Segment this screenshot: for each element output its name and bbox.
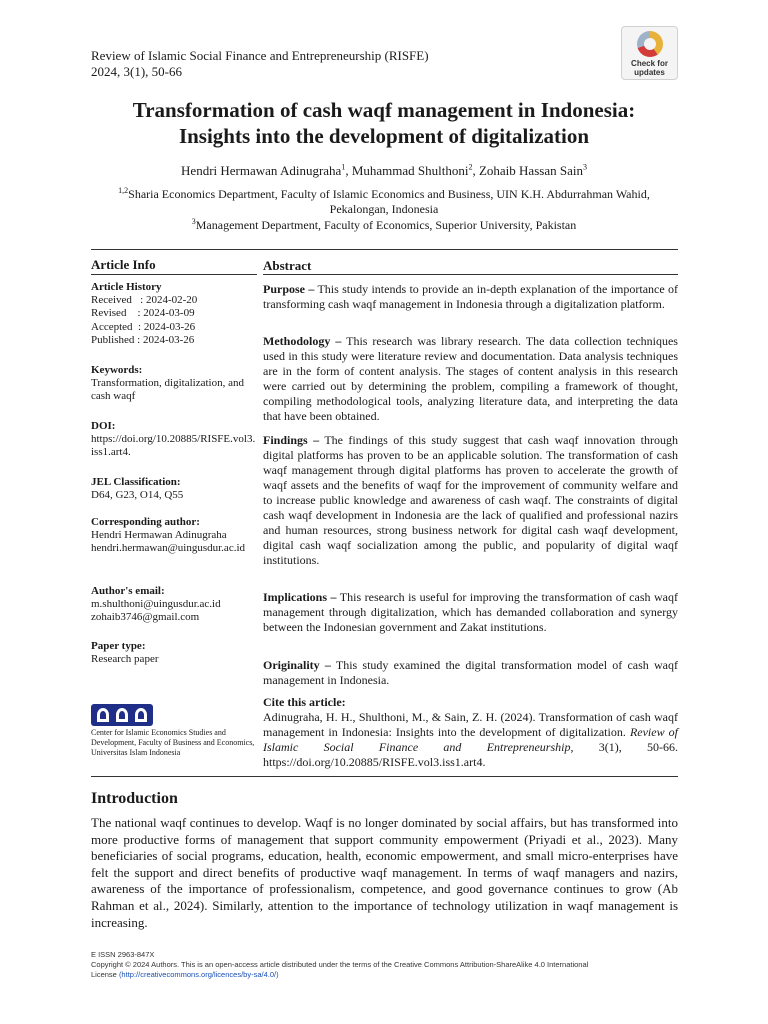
author-email[interactable]: m.shulthoni@uingusdur.ac.id	[91, 598, 221, 611]
info-heading-rule	[91, 274, 257, 275]
jel-codes: D64, G23, O14, Q55	[91, 489, 184, 502]
paper-type-heading: Paper type:	[91, 640, 146, 652]
history-published: Published : 2024-03-26	[91, 333, 195, 346]
journal-name: Review of Islamic Social Finance and Entrepreneurship (RISFE)	[91, 48, 429, 63]
affiliation-2: $^3$Management Department, Faculty of Economics, Superior University, Pakistan	[191, 217, 577, 232]
badge-label: Check for updates	[631, 59, 668, 77]
center-logo-caption: Center for Islamic Economics Studies and Development, Faculty of Business and Economics, Universitas Islam Indonesia	[91, 728, 255, 757]
jel-block	[91, 476, 257, 502]
author-name: Zohaib Hassan Sain	[478, 163, 583, 178]
author-sup: 1	[341, 162, 346, 172]
author-name: Muhammad Shulthoni	[351, 163, 469, 178]
abstract-findings: Findings – The findings of this study suggest that cash waqf innovation through digital platforms has proven to be an applicable solution. The transformation of cash waqf management through digital platforms has proven to accelerate the growth of waqf assets and the benefits of waqf for the improvement of community welfare and to increase public knowledge and awareness of cash waqf. The constraints of digital cash waqf development in Indonesia are the lack of qualified and professional nazirs and human resources, strong business network for digital cash waqf development, digital cash waqf socialization among the public, and popularity of digital waqf institutions.	[263, 433, 678, 567]
center-logo	[91, 704, 153, 726]
introduction-paragraph: The national waqf continues to develop. Waqf is no longer dominated by social affairs, but has transformed into more productive forms of management that support community empowerment (Priyadi et al., 2023). Many beneficiaries of social programs, education, health, economic empowerment, and small micro-enterprises have felt the support and direct benefits of productive waqf management. In terms of waqf managers and nazirs, awareness of the importance of professionalism, competence, and good governance continues to grow (Ab Rahman et al., 2024). Similarly, attention to the importance of technology utilization in waqf management is increasing.	[91, 815, 678, 930]
check-for-updates-badge[interactable]	[621, 26, 678, 80]
journal-issue: 2024, 3(1), 50-66	[91, 64, 182, 79]
history-accepted: Accepted : 2024-03-26	[91, 320, 196, 333]
journal-header	[91, 48, 429, 80]
author-email[interactable]: zohaib3746@gmail.com	[91, 611, 200, 624]
corr-name: Hendri Hermawan Adinugraha	[91, 529, 227, 542]
jel-heading: JEL Classification:	[91, 476, 181, 488]
author-list: Hendri Hermawan Adinugraha$^1$, Muhammad Shulthoni$^2$, Zohaib Hassan Sain$^3$	[181, 162, 587, 178]
top-rule	[91, 249, 678, 250]
emails-heading: Author's email:	[91, 585, 165, 597]
abstract-implications: Implications – This research is useful for improving the transformation of cash waqf management through digitalization, which has demanded collaboration and synergy between the Indonesian government and Zakat institutions.	[263, 590, 678, 634]
doi-heading: DOI:	[91, 420, 116, 432]
abstract-heading: Abstract	[263, 258, 312, 273]
article-history	[91, 281, 257, 347]
affiliation-1: $^{1,2}$Sharia Economics Department, Faculty of Islamic Economics and Business, UIN K.H. Abdurrahman Wahid, Pekalongan, Indonesia	[118, 186, 650, 216]
paper-type: Research paper	[91, 653, 159, 666]
article-info-heading: Article Info	[91, 257, 156, 272]
corr-email[interactable]: hendri.hermawan@uingusdur.ac.id	[91, 542, 246, 555]
history-revised: Revised : 2024-03-09	[91, 307, 195, 320]
copyright-notice: Copyright © 2024 Authors. This is an open-access article distributed under the terms of the Creative Commons Attribution-ShareAlike 4.0 International License (http://creativecommons.org/licences/by-sa/4.0/)	[91, 960, 589, 979]
author-name: Hendri Hermawan Adinugraha	[181, 163, 342, 178]
bottom-rule	[91, 776, 678, 777]
crossmark-icon	[637, 31, 663, 57]
introduction-heading: Introduction	[91, 790, 178, 807]
issn: E ISSN 2963-847X	[91, 950, 155, 959]
history-heading: Article History	[91, 281, 162, 293]
keywords: Transformation, digitalization, and cash waqf	[91, 377, 244, 403]
keywords-block	[91, 364, 257, 404]
doi-link[interactable]: https://doi.org/10.20885/RISFE.vol3.iss1.art4.	[91, 433, 256, 459]
paper-type-block	[91, 640, 257, 666]
doi-block	[91, 420, 257, 460]
author-sup: 3	[582, 162, 587, 172]
abstract-originality: Originality – This study examined the digital transformation model of cash waqf management in Indonesia.	[263, 658, 678, 687]
abstract-methodology: Methodology – This research was library research. The data collection techniques used in this study were literature review and documentation. Data analysis techniques are in the form of content analysis. The stages of content analysis in this research were carried out by determining the problem, compiling a framework of thought, compiling methodological tools, analyzing literature data, and interpreting the data that have been obtained.	[263, 334, 678, 423]
abstract-purpose: Purpose – This study intends to provide an in-depth explanation of the importance of transforming cash waqf management in Indonesia through a digitalization platform.	[263, 282, 679, 311]
history-received: Received : 2024-02-20	[91, 294, 198, 307]
abstract-heading-rule	[263, 274, 678, 275]
keywords-heading: Keywords:	[91, 364, 143, 376]
cite-this-article: Cite this article: Adinugraha, H. H., Shulthoni, M., & Sain, Z. H. (2024). Transformation of cash waqf management in Indonesia: Insights into the development of digitalization. Review of Islamic Social Finance and Entrepreneurship, 3(1), 50-66. https://doi.org/10.20885/RISFE.vol3.iss1.art4.	[263, 695, 678, 769]
corresponding-author-block	[91, 516, 257, 556]
corr-heading: Corresponding author:	[91, 516, 200, 528]
cite-heading: Cite this article:	[263, 695, 346, 709]
author-sup: 2	[468, 162, 473, 172]
article-title: Transformation of cash waqf management in Indonesia: Insights into the development of digitalization	[132, 98, 636, 148]
license-link[interactable]: (http://creativecommons.org/licences/by-sa/4.0/)	[118, 970, 279, 979]
author-emails-block	[91, 585, 257, 625]
